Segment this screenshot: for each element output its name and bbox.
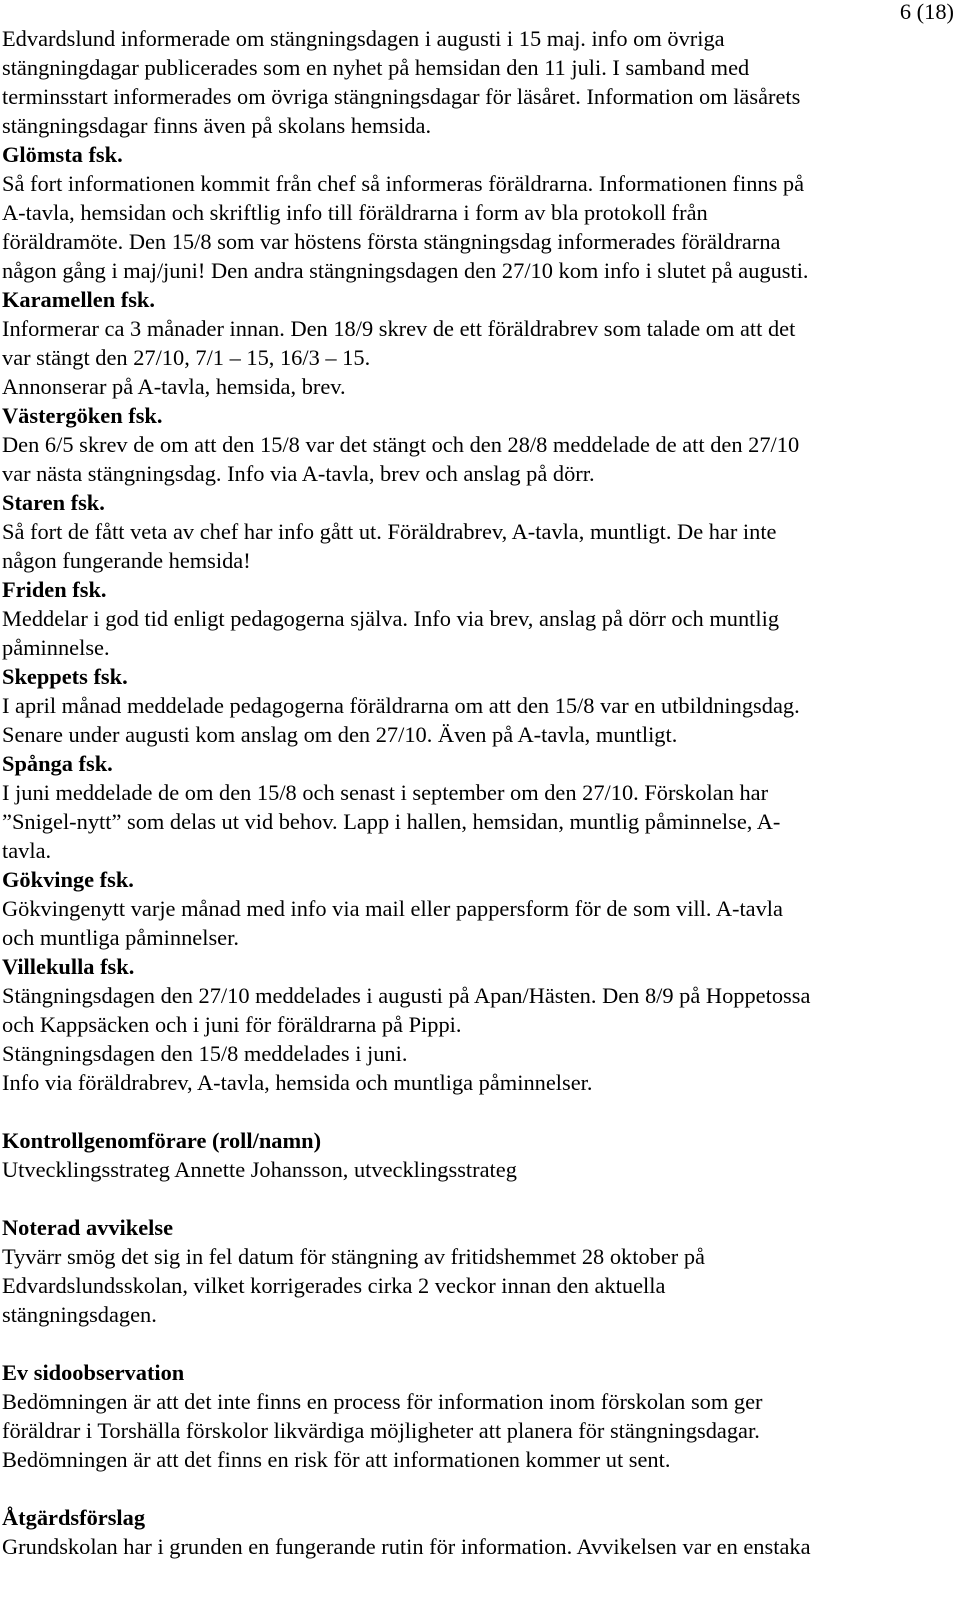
paragraph-line: Senare under augusti kom anslag om den 27/10. Även på A-tavla, muntligt. [2,722,678,747]
paragraph-line: Informerar ca 3 månader innan. Den 18/9 skrev de ett föräldrabrev som talade om att det [2,316,796,341]
section-heading: Glömsta fsk. [2,142,123,167]
paragraph-line: någon gång i maj/juni! Den andra stängningsdagen den 27/10 kom info i slutet på augusti. [2,258,809,283]
section-heading: Gökvinge fsk. [2,867,134,892]
paragraph-line: Edvardslund informerade om stängningsdagen i augusti i 15 maj. info om övriga [2,26,725,51]
paragraph [2,430,952,488]
paragraph [2,1532,952,1561]
paragraph [2,894,952,952]
paragraph-line: Info via föräldrabrev, A-tavla, hemsida och muntliga påminnelser. [2,1070,593,1095]
section-heading: Staren fsk. [2,490,105,515]
section-heading: Friden fsk. [2,577,107,602]
paragraph-line: och Kappsäcken och i juni för föräldrarna på Pippi. [2,1012,462,1037]
section-gap [2,1474,952,1503]
paragraph-line: Bedömningen är att det finns en risk för att informationen kommer ut sent. [2,1447,671,1472]
paragraph-line: terminsstart informerades om övriga stängningsdagar för läsåret. Information om läsårets [2,84,801,109]
paragraph-line: Tyvärr smög det sig in fel datum för stängning av fritidshemmet 28 oktober på [2,1244,705,1269]
paragraph [2,981,952,1097]
paragraph-line: föräldramöte. Den 15/8 som var höstens första stängningsdag informerades föräldrarna [2,229,781,254]
paragraph-line: stängningdagar publicerades som en nyhet på hemsidan den 11 juli. I samband med [2,55,750,80]
document-body [2,24,952,1561]
paragraph-line: Stängningsdagen den 27/10 meddelades i augusti på Apan/Hästen. Den 8/9 på Hoppetossa [2,983,811,1008]
paragraph-line: Stängningsdagen den 15/8 meddelades i juni. [2,1041,408,1066]
section-heading: Noterad avvikelse [2,1215,174,1240]
paragraph-line: Edvardslundsskolan, vilket korrigerades cirka 2 veckor innan den aktuella [2,1273,666,1298]
section-heading: Villekulla fsk. [2,954,135,979]
paragraph [2,314,952,401]
paragraph-line: Bedömningen är att det inte finns en process för information inom förskolan som ger [2,1389,763,1414]
paragraph [2,1242,952,1329]
paragraph-line: var nästa stängningsdag. Info via A-tavla, brev och anslag på dörr. [2,461,595,486]
paragraph-line: A-tavla, hemsidan och skriftlig info till föräldrarna i form av bla protokoll från [2,200,708,225]
paragraph-line: Gökvingenytt varje månad med info via mail eller pappersform för de som vill. A-tavla [2,896,783,921]
section-heading: Kontrollgenomförare (roll/namn) [2,1128,322,1153]
section-heading: Västergöken fsk. [2,403,163,428]
paragraph [2,691,952,749]
section-gap [2,1329,952,1358]
paragraph [2,778,952,865]
section-heading: Skeppets fsk. [2,664,128,689]
paragraph-line: Meddelar i god tid enligt pedagogerna själva. Info via brev, anslag på dörr och muntlig [2,606,780,631]
section-heading: Åtgärdsförslag [2,1505,146,1530]
paragraph-line: I april månad meddelade pedagogerna föräldrarna om att den 15/8 var en utbildningsdag. [2,693,800,718]
section-heading: Spånga fsk. [2,751,113,776]
paragraph-line: ”Snigel-nytt” som delas ut vid behov. Lapp i hallen, hemsidan, muntlig påminnelse, A- [2,809,781,834]
paragraph-line: tavla. [2,838,52,863]
paragraph-line: var stängt den 27/10, 7/1 – 15, 16/3 – 15. [2,345,371,370]
paragraph [2,1387,952,1474]
section-heading: Ev sidoobservation [2,1360,185,1385]
paragraph [2,169,952,285]
section-heading: Karamellen fsk. [2,287,155,312]
section-gap [2,1184,952,1213]
section-gap [2,1097,952,1126]
paragraph-line: och muntliga påminnelser. [2,925,239,950]
paragraph-line: Grundskolan har i grunden en fungerande rutin för information. Avvikelsen var en enstaka [2,1534,811,1559]
paragraph [2,517,952,575]
paragraph [2,604,952,662]
paragraph-line: stängningsdagar finns även på skolans hemsida. [2,113,432,138]
paragraph-line: Utvecklingsstrateg Annette Johansson, utvecklingsstrateg [2,1157,517,1182]
paragraph-line: Så fort de fått veta av chef har info gått ut. Föräldrabrev, A-tavla, muntligt. De har inte [2,519,777,544]
paragraph [2,1155,952,1184]
paragraph-line: I juni meddelade de om den 15/8 och senast i september om den 27/10. Förskolan har [2,780,769,805]
paragraph-line: Den 6/5 skrev de om att den 15/8 var det stängt och den 28/8 meddelade de att den 27/10 [2,432,800,457]
paragraph-line: någon fungerande hemsida! [2,548,251,573]
paragraph [2,24,952,140]
paragraph-line: föräldrar i Torshälla förskolor likvärdiga möjligheter att planera för stängningsdagar. [2,1418,760,1443]
paragraph-line: stängningsdagen. [2,1302,157,1327]
paragraph-line: Så fort informationen kommit från chef så informeras föräldrarna. Informationen finns på [2,171,805,196]
paragraph-line: påminnelse. [2,635,110,660]
paragraph-line: Annonserar på A-tavla, hemsida, brev. [2,374,346,399]
page-number: 6 (18) [899,0,954,24]
